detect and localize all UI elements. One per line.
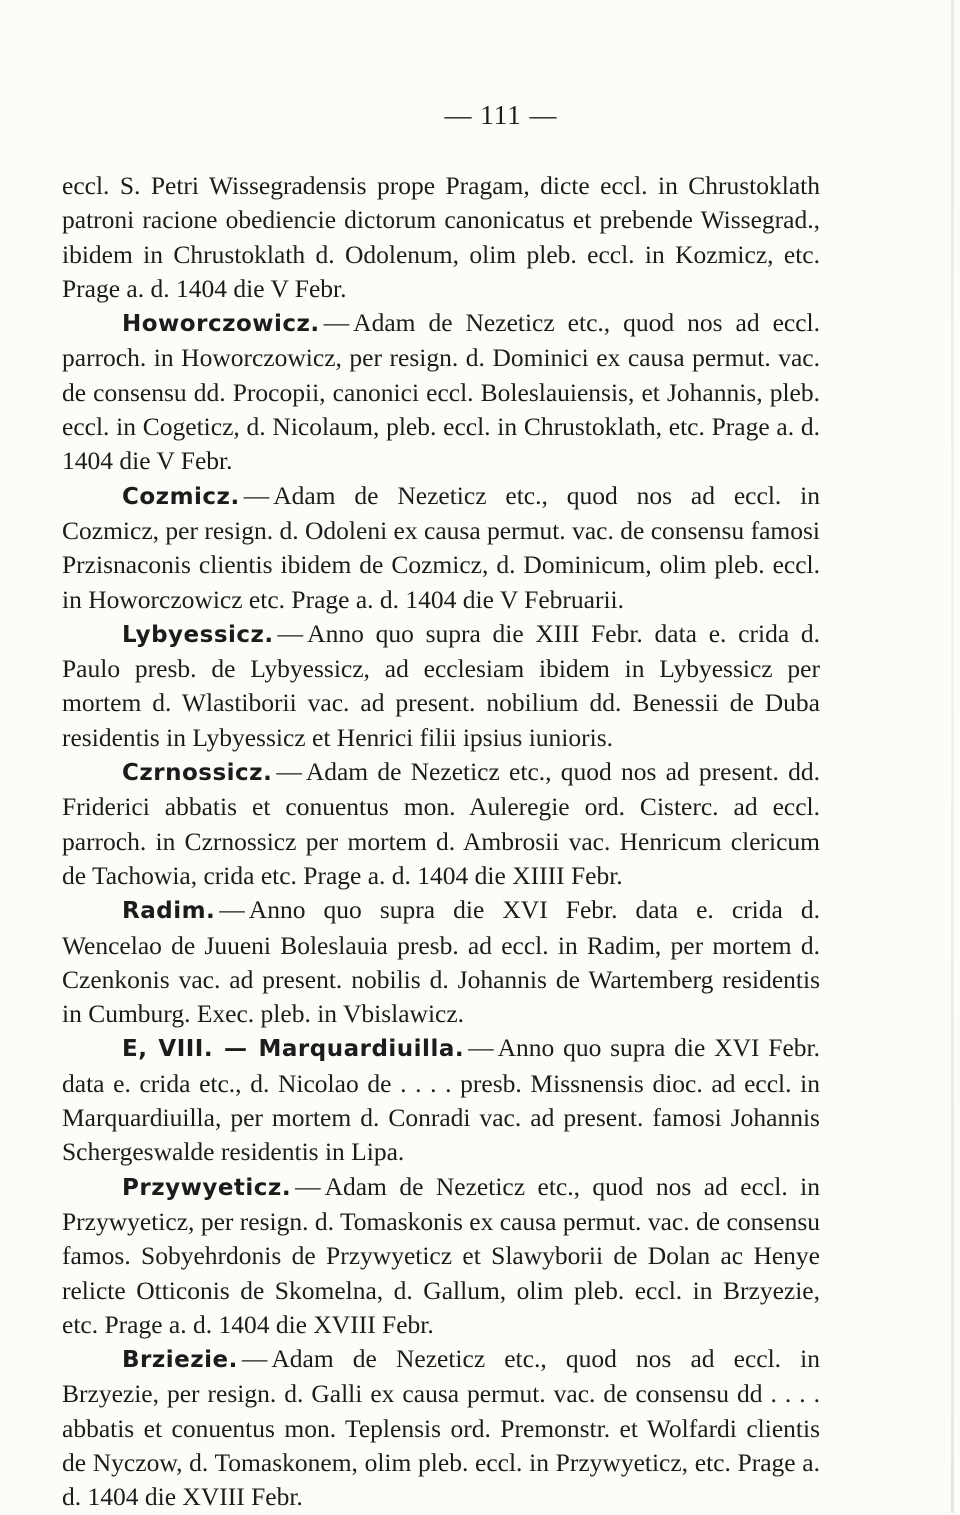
- entry-text: Adam de Nezeticz etc., quod nos ad eccl. in Brzyezie, per resign. d. Galli ex causa permut. vac. de consensu dd . . . . abbatis et conuentus mon. Teplensis ord. Premonstr. et Wolfardi clientis de Nyczow, d. Tomaskonem, olim pleb. eccl. in Przywyeticz, etc. Prage a. d. 1404 die XVIII Febr.: [62, 1344, 820, 1512]
- entry-continuation: [62, 169, 820, 306]
- entry-heading: Cozmicz.: [122, 483, 240, 510]
- entry-howorczowicz: [62, 306, 820, 478]
- entry-text: Anno quo supra die XIII Febr. data e. crida d. Paulo presb. de Lybyessicz, ad ecclesiam ibidem in Lybyessicz per mortem d. Wlastiborii vac. ad present. nobilium dd. Benessii de Duba residentis in Lybyessicz et Henrici filii ipsius iunioris.: [62, 618, 820, 752]
- entry-dash: —: [468, 1033, 494, 1063]
- entry-dash: —: [323, 308, 350, 338]
- entry-heading: Radim.: [122, 898, 216, 925]
- entry-dash: —: [295, 1171, 321, 1201]
- entry-text: Adam de Nezeticz etc., quod nos ad eccl. parroch. in Howorczowicz, per resign. d. Dominici ex causa permut. vac. de consensu dd. Procopii, canonici eccl. Boleslauiensis, et Johannis, pleb. eccl. in Cogeticz, d. Nicolaum, pleb. eccl. in Chrustoklath, etc. Prage a. d. 1404 die V Febr.: [62, 308, 820, 476]
- entry-text: Adam de Nezeticz etc., quod nos ad present. dd. Friderici abbatis et conuentus mon. Auleregie ord. Cisterc. ad eccl. parroch. in Czrnossicz per mortem d. Ambrosii vac. Henricum clericum de Tachowia, crida etc. Prage a. d. 1404 die XIIII Febr.: [62, 757, 820, 890]
- entry-dash: —: [219, 895, 245, 925]
- entry-przywyeticz: [62, 1170, 820, 1342]
- entry-text: Anno quo supra die XVI Febr. data e. crida etc., d. Nicolao de . . . . presb. Missnensis dioc. ad eccl. in Marquardiuilla, per mortem d. Conradi vac. ad present. famosi Johannis Schergeswalde residentis in Lipa.: [62, 1033, 820, 1167]
- entry-dash: —: [243, 480, 270, 510]
- entry-heading: Czrnossicz.: [122, 760, 273, 787]
- entry-text: eccl. S. Petri Wissegradensis prope Pragam, dicte eccl. in Chrustoklath patroni racione obediencie dictorum canonicatus et prebende Wissegrad., ibidem in Chrustoklath d. Odolenum, olim pleb. eccl. in Kozmicz, etc. Prage a. d. 1404 die V Febr.: [62, 171, 820, 303]
- entry-text: Adam de Nezeticz etc., quod nos ad eccl. in Cozmicz, per resign. d. Odoleni ex causa permut. vac. de consensu famosi Przisnaconis clientis ibidem de Cozmicz, d. Dominicum, olim pleb. eccl. in Howorczowicz etc. Prage a. d. 1404 die V Februarii.: [62, 480, 820, 614]
- entry-brziezie: [62, 1342, 820, 1514]
- entry-radim: [62, 893, 820, 1031]
- entry-dash: —: [276, 757, 302, 787]
- entry-heading: Lybyessicz.: [122, 621, 274, 648]
- entry-czrnossicz: [62, 755, 820, 893]
- entry-text: Anno quo supra die XVI Febr. data e. crida d. Wencelao de Juueni Boleslauia presb. ad eccl. in Radim, per mortem d. Czenkonis vac. ad present. nobilis d. Johannis de Wartemberg residentis in Cumburg. Exec. pleb. in Vbislawicz.: [62, 895, 820, 1029]
- entry-dash: —: [241, 1344, 268, 1374]
- entry-heading: Howorczowicz.: [122, 311, 320, 338]
- entry-cozmicz: [62, 479, 820, 617]
- page-number: — 111 —: [444, 100, 558, 130]
- entry-heading: E, VIII. — Marquardiuilla.: [122, 1036, 465, 1063]
- scan-edge-shadow: [951, 0, 954, 1513]
- entry-marquardiuilla: [62, 1031, 820, 1169]
- entry-dash: —: [277, 618, 304, 648]
- entry-heading: Przywyeticz.: [122, 1174, 292, 1201]
- entry-heading: Brziezie.: [122, 1347, 238, 1374]
- entry-lybyessicz: [62, 617, 820, 755]
- entry-text: Adam de Nezeticz etc., quod nos ad eccl. in Przywyeticz, per resign. d. Tomaskonis ex causa permut. vac. de consensu famos. Sobyehrdonis de Przywyeticz et Slawyborii de Dolan ac Henye relicte Otticonis de Skomelna, d. Gallum, olim pleb. eccl. in Brzyezie, etc. Prage a. d. 1404 die XVIII Febr.: [62, 1171, 820, 1339]
